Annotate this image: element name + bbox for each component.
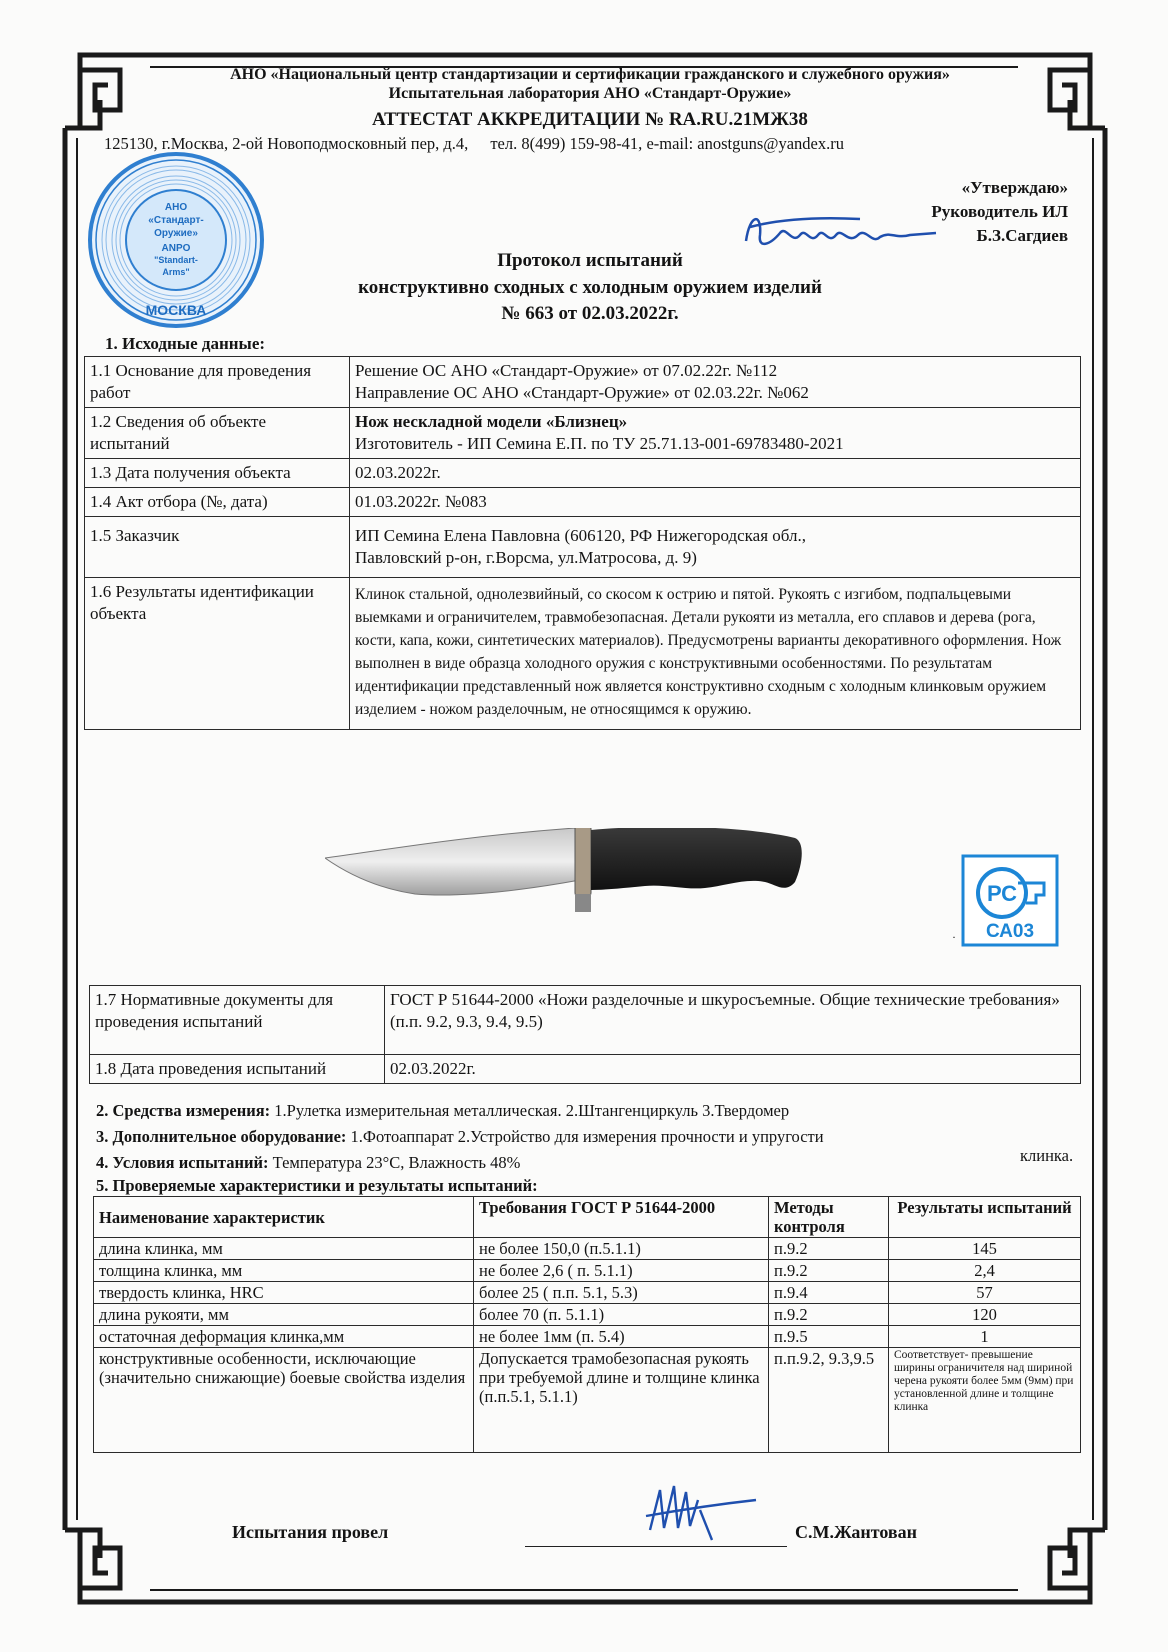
row-value-bold: Нож нескладной модели «Близнец» (355, 412, 628, 431)
control-method: п.9.5 (769, 1326, 889, 1348)
normative-table (89, 985, 1081, 1084)
row-value (350, 459, 1081, 488)
tester-name: С.М.Жантован (795, 1522, 917, 1542)
row-label: 1.7 Нормативные документы для проведения испытаний (90, 986, 385, 1055)
control-method: п.п.9.2, 9.3,9.5 (769, 1348, 889, 1453)
section5-heading: 5. Проверяемые характеристики и результаты испытаний: (96, 1176, 538, 1195)
svg-text:АНО: АНО (164, 202, 188, 213)
row-value (350, 408, 1081, 459)
requirement: Допускается трамобезопасная рукоять при требуемой длине и толщине клинка (п.п.5.1, 5.1.1) (474, 1348, 769, 1453)
svg-text:Arms": Arms" (162, 267, 190, 277)
row-value-line: Изготовитель - ИП Семина Е.П. по ТУ 25.71.13-001-69783480-2021 (355, 434, 844, 453)
corner-bottom-right (1028, 1530, 1105, 1602)
row-value-line: 01.03.2022г. №083 (355, 492, 487, 511)
results-row (94, 1326, 1081, 1348)
section3: 3. Дополнительное оборудование: 1.Фотоаппарат 2.Устройство для измерения прочности и упругости (96, 1127, 824, 1146)
characteristic-name: толщина клинка, мм (94, 1260, 474, 1282)
row-value (350, 488, 1081, 517)
control-method: п.9.4 (769, 1282, 889, 1304)
characteristic-name: конструктивные особенности, исключающие (значительно снижающие) боевые свойства изделия (94, 1348, 474, 1453)
certification-mark-icon (960, 853, 1060, 948)
source-data-row (85, 459, 1081, 488)
test-result: 1 (889, 1326, 1081, 1348)
protocol-subtitle: конструктивно сходных с холодным оружием изделий (358, 277, 822, 298)
test-result: 145 (889, 1238, 1081, 1260)
section2: 2. Средства измерения: 1.Рулетка измерительная металлическая. 2.Штангенциркуль 3.Твердомер (96, 1101, 790, 1120)
requirement: не более 1мм (п. 5.4) (474, 1326, 769, 1348)
tested-by-label: Испытания провел (232, 1522, 389, 1542)
approval-position: Руководитель ИЛ (931, 202, 1068, 221)
row-value (350, 357, 1081, 408)
source-data-row (85, 578, 1081, 730)
row-value-line: ИП Семина Елена Павловна (606120, РФ Нижегородская обл., (355, 526, 807, 545)
approval-heading: «Утверждаю» (961, 178, 1068, 197)
row-value (350, 578, 1081, 730)
svg-text:СА03: СА03 (985, 921, 1035, 942)
row-label: 1.5 Заказчик (85, 517, 350, 578)
characteristic-name: твердость клинка, HRC (94, 1282, 474, 1304)
svg-text:МОСКВА: МОСКВА (145, 302, 207, 318)
source-data-row (85, 488, 1081, 517)
svg-text:РС: РС (986, 881, 1018, 906)
characteristic-name: остаточная деформация клинка,мм (94, 1326, 474, 1348)
requirement: не более 2,6 ( п. 5.1.1) (474, 1260, 769, 1282)
normative-row (90, 986, 1081, 1055)
row-label: 1.1 Основание для проведения работ (85, 357, 350, 408)
mark-dot: · (952, 930, 956, 944)
protocol-title: Протокол испытаний (497, 250, 683, 271)
source-data-row (85, 408, 1081, 459)
row-value (350, 517, 1081, 578)
requirement: более 25 ( п.п. 5.1, 5.3) (474, 1282, 769, 1304)
signature-line (525, 1546, 787, 1547)
results-row (94, 1260, 1081, 1282)
row-value: ГОСТ Р 51644-2000 «Ножи разделочные и шкуросъемные. Общие технические требования» (п.п. 9.2, 9.3, 9.4, 9.5) (385, 986, 1081, 1055)
test-result: 57 (889, 1282, 1081, 1304)
svg-text:ANPO: ANPO (161, 243, 191, 254)
characteristic-name: длина рукояти, мм (94, 1304, 474, 1326)
row-value-line: Решение ОС АНО «Стандарт-Оружие» от 07.02.22г. №112 (355, 361, 778, 380)
requirement: более 70 (п. 5.1.1) (474, 1304, 769, 1326)
accreditation: АТТЕСТАТ АККРЕДИТАЦИИ № RA.RU.21МЖ38 (372, 109, 808, 130)
corner-bottom-left (65, 1530, 140, 1602)
source-data-row (85, 357, 1081, 408)
row-value: 02.03.2022г. (385, 1055, 1081, 1084)
requirement: не более 150,0 (п.5.1.1) (474, 1238, 769, 1260)
row-label: 1.2 Сведения об объекте испытаний (85, 408, 350, 459)
test-result: Соответствует- превышение ширины ограничителя над шириной черена рукояти более 5мм (9мм) при установленной длине и толщине клинка (889, 1348, 1081, 1453)
org-name: АНО «Национальный центр стандартизации и сертификации гражданского и служебного оружия» (230, 66, 950, 83)
protocol-number: № 663 от 02.03.2022г. (501, 303, 679, 324)
source-data-table (84, 356, 1081, 730)
approval-block (931, 176, 1068, 248)
row-label: 1.6 Результаты идентификации объекта (85, 578, 350, 730)
control-method: п.9.2 (769, 1238, 889, 1260)
test-result: 120 (889, 1304, 1081, 1326)
results-row (94, 1282, 1081, 1304)
source-data-row (85, 517, 1081, 578)
control-method: п.9.2 (769, 1304, 889, 1326)
normative-row (90, 1055, 1081, 1084)
characteristic-name: длина клинка, мм (94, 1238, 474, 1260)
results-row (94, 1304, 1081, 1326)
svg-text:«Стандарт-: «Стандарт- (148, 215, 204, 226)
results-row (94, 1238, 1081, 1260)
row-label: 1.3 Дата получения объекта (85, 459, 350, 488)
results-table (93, 1196, 1081, 1453)
section4: 4. Условия испытаний: Температура 23°С, Влажность 48% (96, 1153, 521, 1172)
control-method: п.9.2 (769, 1260, 889, 1282)
test-result: 2,4 (889, 1260, 1081, 1282)
section3-cont: клинка. (1020, 1146, 1074, 1165)
row-value-line: Клинок стальной, однолезвийный, со скосом к острию и пятой. Рукоять с изгибом, подпальцевыми выемками и ограничителем, травмобезопасная. Детали рукояти из металла, его сплавов и дерева (рога, кости, капа, кожи, синтетических материалов). Предусмотрены варианты декоративного оформления. Нож выполнен в виде образца холодного оружия с конструктивными особенностями. По результатам идентификации представленный нож является конструктивно сходным с холодным клинковым оружием изделием - ножом разделочным, не относящимся к оружию. (355, 586, 1062, 718)
svg-text:Оружие»: Оружие» (154, 228, 198, 239)
results-row (94, 1348, 1081, 1453)
row-value-line: Направление ОС АНО «Стандарт-Оружие» от 02.03.22г. №062 (355, 383, 809, 402)
svg-text:"Standart-: "Standart- (154, 255, 198, 265)
tester-signature (640, 1470, 760, 1545)
knife-photo (325, 828, 835, 938)
row-label: 1.8 Дата проведения испытаний (90, 1055, 385, 1084)
address: 125130, г.Москва, 2-ой Новоподмосковный пер, д.4, (104, 134, 469, 153)
section1-heading: 1. Исходные данные: (105, 334, 266, 353)
row-value-line: Павловский р-он, г.Ворсма, ул.Матросова, д. 9) (355, 548, 697, 567)
results-header-row: Наименование характеристик Требования ГОСТ Р 51644-2000 Методы контроля Результаты испытаний (94, 1197, 1081, 1238)
row-value-line: 02.03.2022г. (355, 463, 441, 482)
lab-name: Испытательная лаборатория АНО «Стандарт-Оружие» (388, 85, 792, 102)
email: e-mail: anostguns@yandex.ru (646, 134, 845, 153)
approval-name: Б.З.Сагдиев (976, 226, 1068, 245)
phone: тел. 8(499) 159-98-41, (490, 134, 643, 153)
row-label: 1.4 Акт отбора (№, дата) (85, 488, 350, 517)
